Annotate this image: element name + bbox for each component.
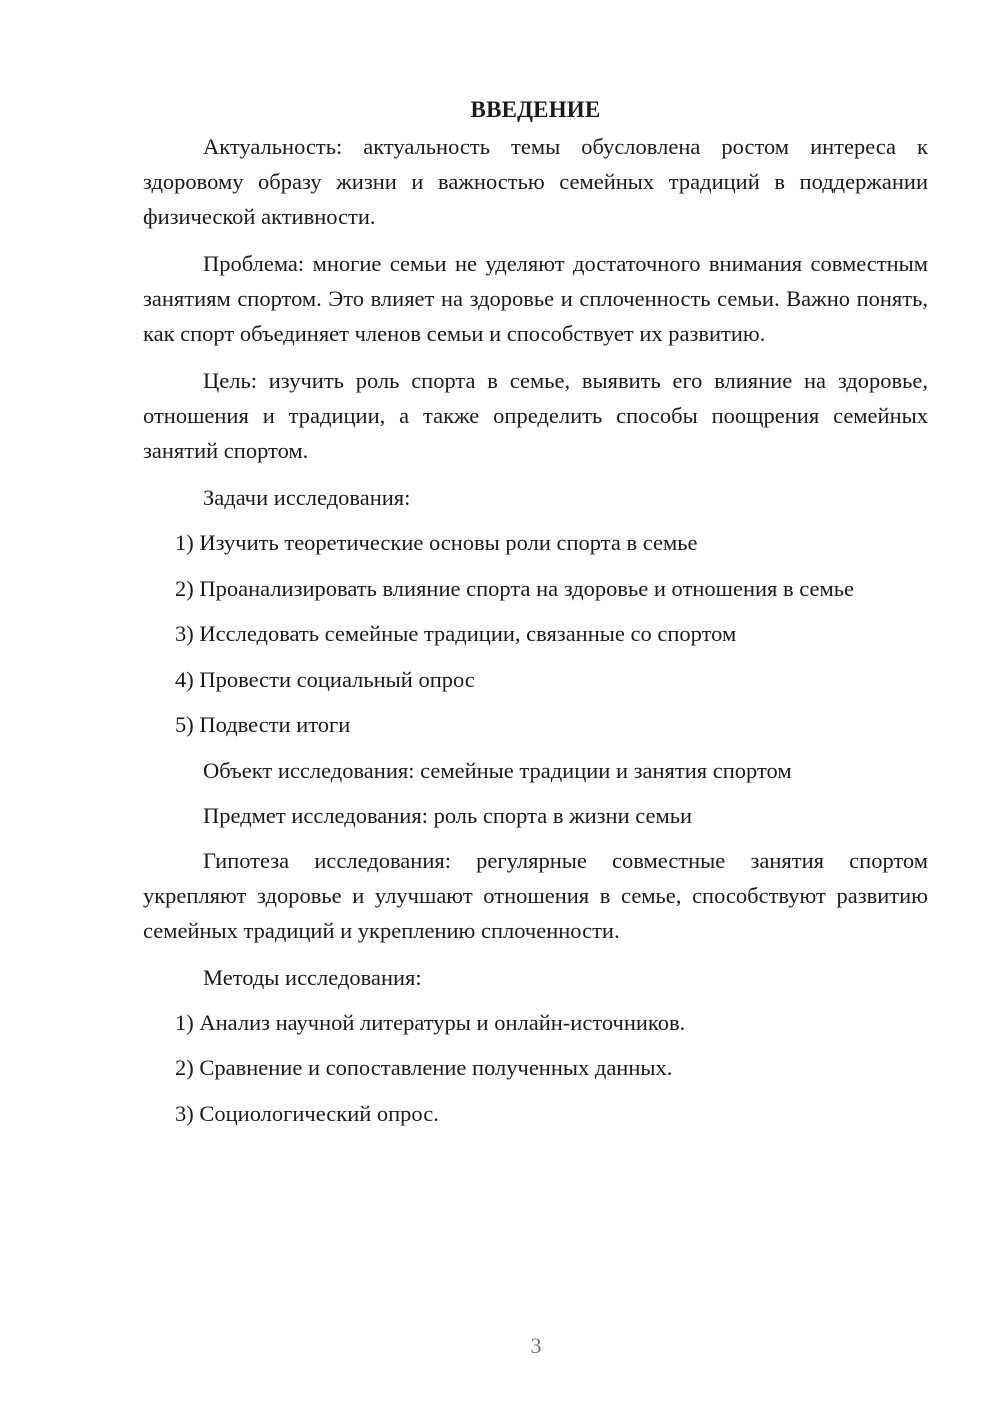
task-item: 5) Подвести итоги <box>175 712 351 737</box>
section-title: ВВЕДЕНИЕ <box>470 97 601 122</box>
methods-heading: Методы исследования: <box>203 964 422 990</box>
methods-list <box>143 1005 928 1131</box>
task-item: 1) Изучить теоретические основы роли спорта в семье <box>175 530 698 555</box>
task-item: 2) Проанализировать влияние спорта на здоровье и отношения в семье <box>175 575 854 601</box>
relevance-paragraph: Актуальность: актуальность темы обусловлена ростом интереса к здоровому образу жизни и важностью семейных традиций в поддержании физической активности. <box>143 134 928 229</box>
hypothesis-paragraph: Гипотеза исследования: регулярные совместные занятия спортом укрепляют здоровье и улучшают отношения в семье, способствуют развитию семейных традиций и укреплению сплоченности. <box>143 847 928 943</box>
method-item: 3) Социологический опрос. <box>175 1100 439 1126</box>
page-number: 3 <box>530 1333 542 1358</box>
task-item: 4) Провести социальный опрос <box>175 666 475 692</box>
problem-paragraph: Проблема: многие семьи не уделяют достаточного внимания совместным занятиям спортом. Это влияет на здоровье и сплоченность семьи. Важно понять, как спорт объединяет членов семьи и способствует их развитию. <box>143 251 928 346</box>
task-item: 3) Исследовать семейные традиции, связанные со спортом <box>175 621 737 646</box>
page-content <box>143 92 928 1141</box>
tasks-list <box>143 525 928 742</box>
tasks-heading: Задачи исследования: <box>203 485 411 510</box>
object-paragraph: Объект исследования: семейные традиции и занятия спортом <box>203 757 792 783</box>
method-item: 2) Сравнение и сопоставление полученных данных. <box>175 1055 673 1080</box>
method-item: 1) Анализ научной литературы и онлайн-источников. <box>175 1009 686 1035</box>
goal-paragraph: Цель: изучить роль спорта в семье, выявить его влияние на здоровье, отношения и традиции, а также определить способы поощрения семейных занятий спортом. <box>143 368 928 463</box>
subject-paragraph: Предмет исследования: роль спорта в жизни семьи <box>203 802 693 828</box>
